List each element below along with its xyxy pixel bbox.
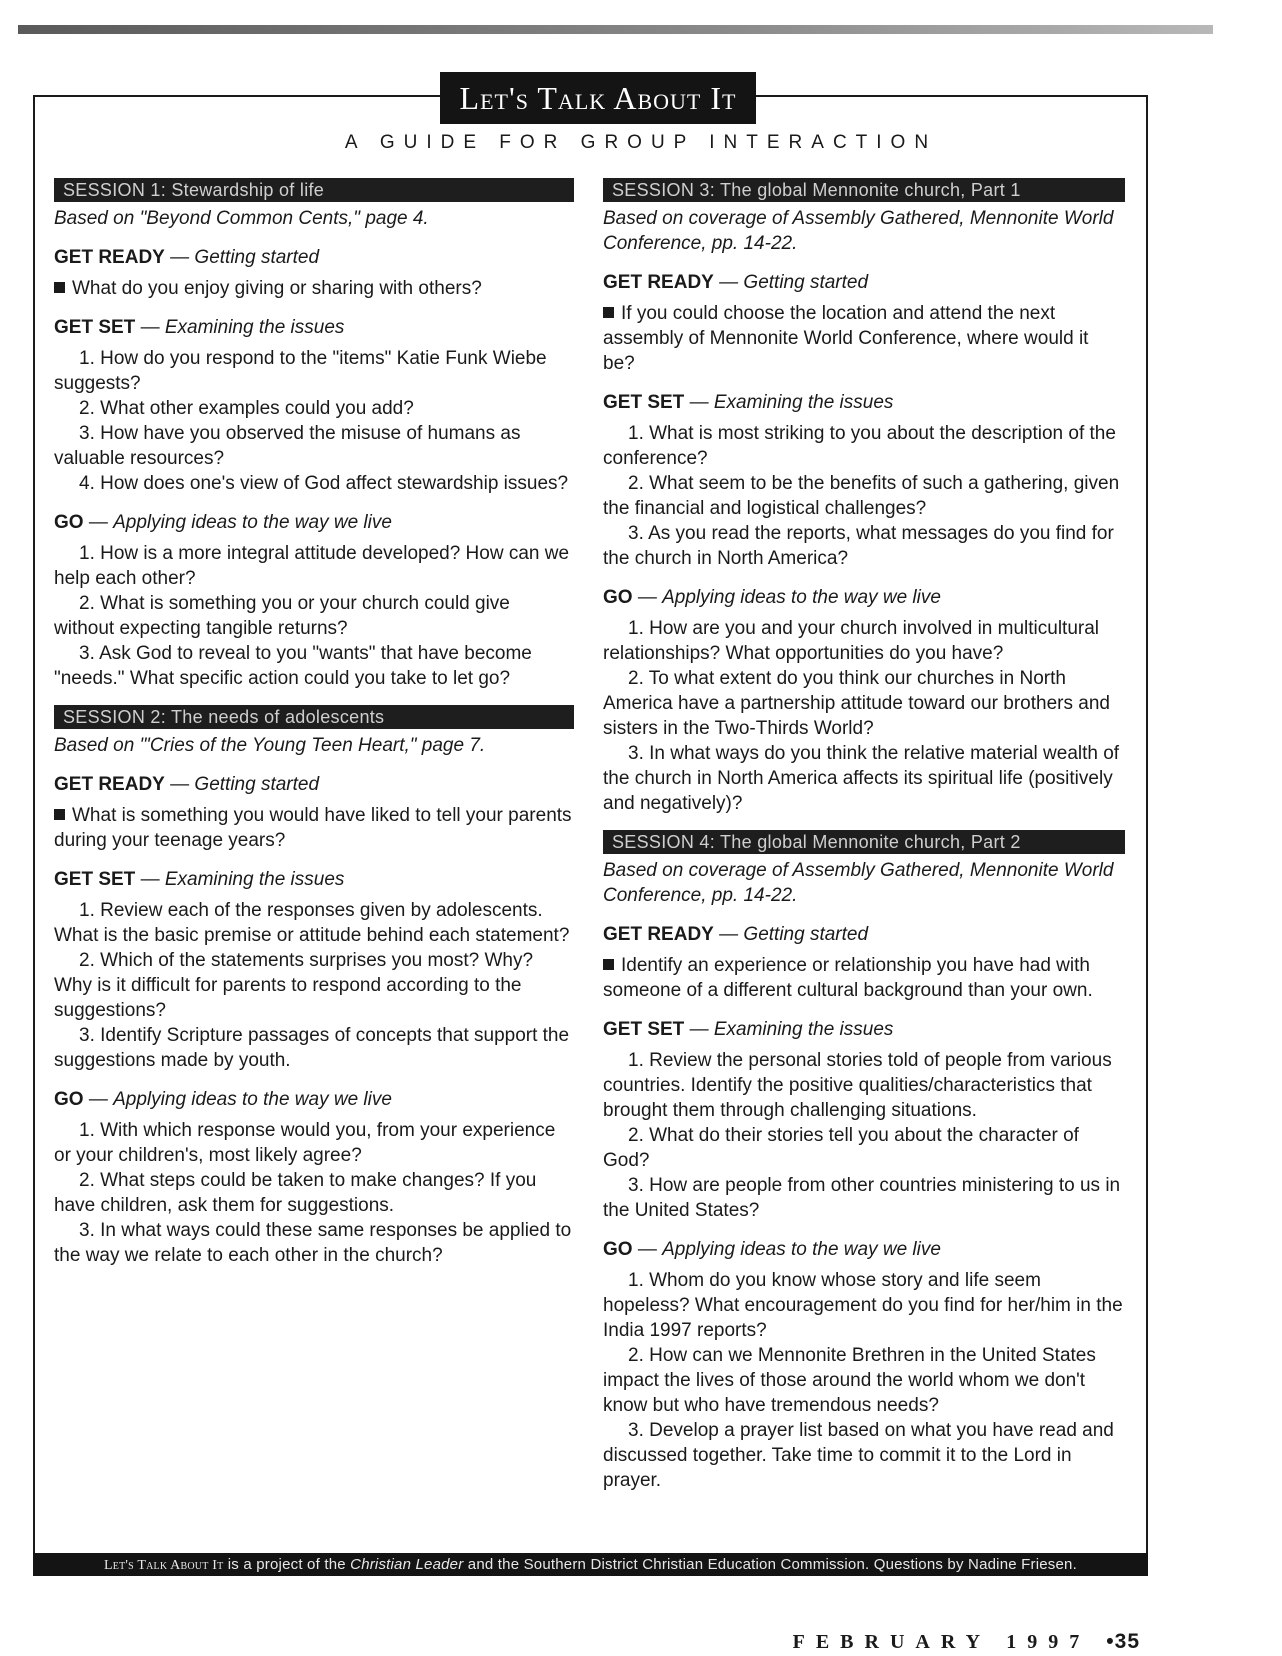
question: 1. Review the personal stories told of people from various countries. Identify the positive qualities/characteristics that brought them through challenging situations. (603, 1050, 1112, 1121)
question: 1. With which response would you, from your experience or your children's, most likely agree? (54, 1120, 556, 1166)
based-on: Based on "'Cries of the Young Teen Heart," page 7. (54, 735, 486, 756)
question: 3. How are people from other countries ministering to us in the United States? (603, 1175, 1121, 1221)
credits-footer: Let's Talk About It is a project of the Christian Leader and the Southern District Christian Education Commission. Questions by Nadine Friesen. (33, 1553, 1148, 1576)
page-footer (780, 1630, 1140, 1654)
based-on: Based on coverage of Assembly Gathered, Mennonite World Conference, pp. 14-22. (603, 208, 1114, 254)
question: 2. To what extent do you think our churches in North America have a partnership attitude toward our brothers and sisters in the Two-Thirds World? (603, 668, 1110, 739)
question: 1. How are you and your church involved in multicultural relationships? What opportunities do you have? (603, 618, 1100, 664)
page-title: Let's Talk About It (440, 72, 756, 124)
session-heading: SESSION 2: The needs of adolescents (54, 705, 574, 729)
question: 3. Identify Scripture passages of concepts that support the suggestions made by youth. (54, 1025, 570, 1071)
square-bullet-icon (603, 307, 614, 318)
square-bullet-icon (603, 959, 614, 970)
left-column (54, 178, 574, 1282)
get-set-section (54, 867, 574, 1073)
question: 1. Whom do you know whose story and life seem hopeless? What encouragement do you find for her/him in the India 1997 reports? (603, 1270, 1123, 1341)
get-set-section (54, 315, 574, 496)
get-ready-section (54, 245, 574, 301)
session-heading: SESSION 3: The global Mennonite church, Part 1 (603, 178, 1125, 202)
ready-question: If you could choose the location and attend the next assembly of Mennonite World Conference, where would it be? (603, 303, 1089, 374)
get-ready-section (603, 922, 1125, 1003)
go-section (54, 510, 574, 691)
section-heading: GET READY — Getting started (603, 272, 869, 293)
section-heading: GET READY — Getting started (54, 774, 320, 795)
question: 3. Ask God to reveal to you "wants" that have become "needs." What specific action could you take to let go? (54, 643, 532, 689)
question: 4. How does one's view of God affect stewardship issues? (79, 473, 569, 494)
section-heading: GO — Applying ideas to the way we live (603, 1239, 941, 1260)
section-heading: GET SET — Examining the issues (603, 1019, 894, 1040)
page-subtitle: A GUIDE FOR GROUP INTERACTION (344, 132, 938, 153)
section-heading: GET SET — Examining the issues (54, 869, 345, 890)
question: 3. In what ways do you think the relative material wealth of the church in North America affects its spiritual life (positively and negatively)? (603, 743, 1120, 814)
question: 3. As you read the reports, what messages do you find for the church in North America? (603, 523, 1114, 569)
based-on: Based on coverage of Assembly Gathered, Mennonite World Conference, pp. 14-22. (603, 860, 1114, 906)
go-section (603, 1237, 1125, 1493)
section-heading: GO — Applying ideas to the way we live (54, 512, 392, 533)
section-heading: GET READY — Getting started (603, 924, 869, 945)
ready-question: What is something you would have liked to tell your parents during your teenage years? (54, 805, 572, 851)
question: 2. What other examples could you add? (79, 398, 414, 419)
issue-date: FEBRUARY 1997 (792, 1631, 1091, 1653)
get-set-section (603, 1017, 1125, 1223)
section-heading: GO — Applying ideas to the way we live (54, 1089, 392, 1110)
question: 3. In what ways could these same responses be applied to the way we relate to each other in the church? (54, 1220, 572, 1266)
question: 1. What is most striking to you about the description of the conference? (603, 423, 1116, 469)
square-bullet-icon (54, 809, 65, 820)
question: 3. Develop a prayer list based on what you have read and discussed together. Take time to commit it to the Lord in prayer. (603, 1420, 1114, 1491)
section-heading: GET READY — Getting started (54, 247, 320, 268)
question: 3. How have you observed the misuse of humans as valuable resources? (54, 423, 521, 469)
question: 2. How can we Mennonite Brethren in the United States impact the lives of those around the world whom we don't know but who have tremendous needs? (603, 1345, 1096, 1416)
section-heading: GET SET — Examining the issues (54, 317, 345, 338)
session-2 (54, 705, 574, 1268)
question: 1. How do you respond to the "items" Katie Funk Wiebe suggests? (54, 348, 547, 394)
question: 2. What is something you or your church could give without expecting tangible returns? (54, 593, 510, 639)
session-4 (603, 830, 1125, 1493)
question: 2. What seem to be the benefits of such a gathering, given the financial and logistical challenges? (603, 473, 1120, 519)
get-set-section (603, 390, 1125, 571)
bullet-separator: • (1106, 1630, 1115, 1653)
question: 2. What do their stories tell you about the character of God? (603, 1125, 1079, 1171)
question: 1. Review each of the responses given by adolescents. What is the basic premise or attitude behind each statement? (54, 900, 570, 946)
top-rule (18, 25, 1213, 34)
ready-question: What do you enjoy giving or sharing with others? (54, 276, 574, 301)
session-heading: SESSION 1: Stewardship of life (54, 178, 574, 202)
question: 2. Which of the statements surprises you most? Why? Why is it difficult for parents to respond according to the suggestions? (54, 950, 534, 1021)
session-heading: SESSION 4: The global Mennonite church, Part 2 (603, 830, 1125, 854)
go-section (603, 585, 1125, 816)
get-ready-section (54, 772, 574, 853)
based-on: Based on "Beyond Common Cents," page 4. (54, 208, 429, 229)
get-ready-section (603, 270, 1125, 376)
section-heading: GET SET — Examining the issues (603, 392, 894, 413)
question: 1. How is a more integral attitude developed? How can we help each other? (54, 543, 570, 589)
go-section (54, 1087, 574, 1268)
session-3 (603, 178, 1125, 816)
ready-question: Identify an experience or relationship you have had with someone of a different cultural background than your own. (603, 955, 1093, 1001)
right-column (603, 178, 1125, 1507)
session-1 (54, 178, 574, 691)
question: 2. What steps could be taken to make changes? If you have children, ask them for suggestions. (54, 1170, 537, 1216)
section-heading: GO — Applying ideas to the way we live (603, 587, 941, 608)
page-number: 35 (1114, 1630, 1140, 1653)
square-bullet-icon (54, 282, 65, 293)
